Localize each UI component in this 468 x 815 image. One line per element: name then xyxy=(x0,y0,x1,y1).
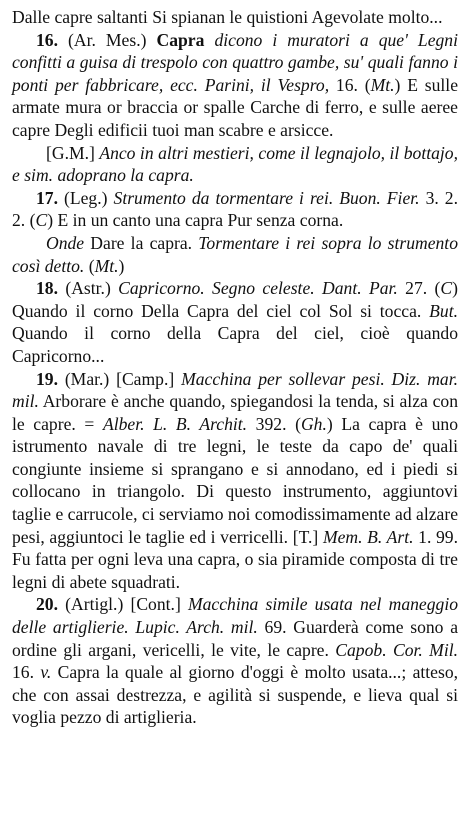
italic-text: Capob. Cor. Mil. xyxy=(335,639,458,660)
italic-text: Strumento da tormentare i rei. Buon. Fier. xyxy=(113,187,420,208)
italic-text: Anco in altri mestieri, come il legnajolo, il bottajo, e sim. adoprano la capra. xyxy=(12,142,458,186)
text-segment: (Leg.) xyxy=(58,187,114,208)
italic-text: v. xyxy=(40,662,52,683)
bold-text: 20. xyxy=(36,594,58,615)
entry-17-note xyxy=(12,232,458,277)
italic-text: Macchina simile usata nel maneggio delle artiglierie. Lupic. Arch. mil. xyxy=(12,594,458,638)
text-segment: 69. Guarderà come sono a ordine gli argani, vericelli, le vite, le capre. xyxy=(12,617,459,660)
bold-text: Capra xyxy=(156,29,205,50)
text-segment: 16. ( xyxy=(329,74,371,95)
bold-text: 19. xyxy=(36,368,58,389)
entry-18 xyxy=(12,277,458,367)
entry-20 xyxy=(12,593,458,729)
text-segment: 1. 99. Fu fatta per ogni leva una capra, o sia piramide composta di tre legni di abete squadrati. xyxy=(12,526,459,592)
italic-text: Capricorno. Segno celeste. Dant. Par. xyxy=(118,278,398,299)
italic-text: Mt. xyxy=(94,255,119,276)
text-segment: ( xyxy=(84,255,95,276)
bold-text: 16. xyxy=(36,29,58,50)
text-segment: ) La capra è uno istrumento navale di tre legni, le teste da capo de' quali congiunte insieme si sprangano e si annodano, ed i piedi si collocano in triangolo. Di questo instrumento, aggiuntovi taglie e carrucole, ci serviamo noi comodissimamente ad alzare pesi, aggiuntoci le taglie ed i verricelli. [T.] xyxy=(12,413,459,547)
text-segment: [G.M.] xyxy=(46,142,100,163)
italic-text: Alber. L. B. Archit. xyxy=(102,413,248,434)
text-segment: 3. 2. 2. ( xyxy=(12,187,458,231)
italic-text: dicono i muratori a que' Legni confitti a guisa di trespolo con quattro gambe, su' quali fanno i ponti per fabbricare, ecc. Parini, il Vespro, xyxy=(12,29,458,95)
bold-text: 17. xyxy=(36,187,58,208)
text-segment: ) E sulle armate mura or braccia or spalle Carche di ferro, e sulle aeree capre Degli edificii tuoi man scabre e arsicce. xyxy=(12,74,459,140)
text-segment: 392. ( xyxy=(247,413,301,434)
text-segment: 16. xyxy=(12,662,41,683)
text-segment: (Astr.) xyxy=(58,278,119,299)
text-segment: Quando il corno della Capra del ciel, cioè quando Capricorno... xyxy=(12,323,458,366)
entry-16 xyxy=(12,29,458,142)
text-segment: Dalle capre saltanti Si spianan le quistioni Agevolate molto... xyxy=(12,7,443,27)
text-segment: ) xyxy=(118,255,125,276)
italic-text: C xyxy=(35,210,48,231)
italic-text: Tormentare i rei sopra lo strumento così detto. xyxy=(12,232,458,276)
italic-text: But. xyxy=(429,300,458,321)
italic-text: Mt. xyxy=(370,74,395,95)
italic-text: Onde xyxy=(46,232,85,253)
bold-text: 18. xyxy=(36,278,58,299)
text-segment: (Mar.) [Camp.] xyxy=(58,368,182,389)
text-segment: ) Quando il corno Della Capra del ciel col Sol si tocca. xyxy=(12,278,458,321)
entry-16-note xyxy=(12,142,458,187)
text-segment: Capra la quale al giorno d'oggi è molto usata...; atteso, che con assai destrezza, e agilità si suspende, e lieva qual si voglia pezzo di artiglieria. xyxy=(12,662,459,728)
italic-text: Mem. B. Art. xyxy=(322,526,414,547)
text-segment: ) E in un canto una capra Pur senza corna. xyxy=(47,210,344,231)
text-segment: Arborare è anche quando, spiegandosi la tenda, si alza con le capre. = xyxy=(12,391,458,434)
italic-text: Macchina per sollevar pesi. Diz. mar. mil. xyxy=(12,368,459,412)
entry-17 xyxy=(12,187,458,232)
text-segment: 27. ( xyxy=(397,278,441,299)
entry-19 xyxy=(12,368,458,594)
paragraph-continuation xyxy=(12,6,458,29)
italic-text: Gh. xyxy=(300,413,327,434)
italic-text: C xyxy=(440,278,453,299)
text-segment: (Ar. Mes.) xyxy=(58,29,157,50)
text-segment: Dare la capra. xyxy=(84,232,199,253)
text-segment: (Artigl.) [Cont.] xyxy=(58,594,188,615)
